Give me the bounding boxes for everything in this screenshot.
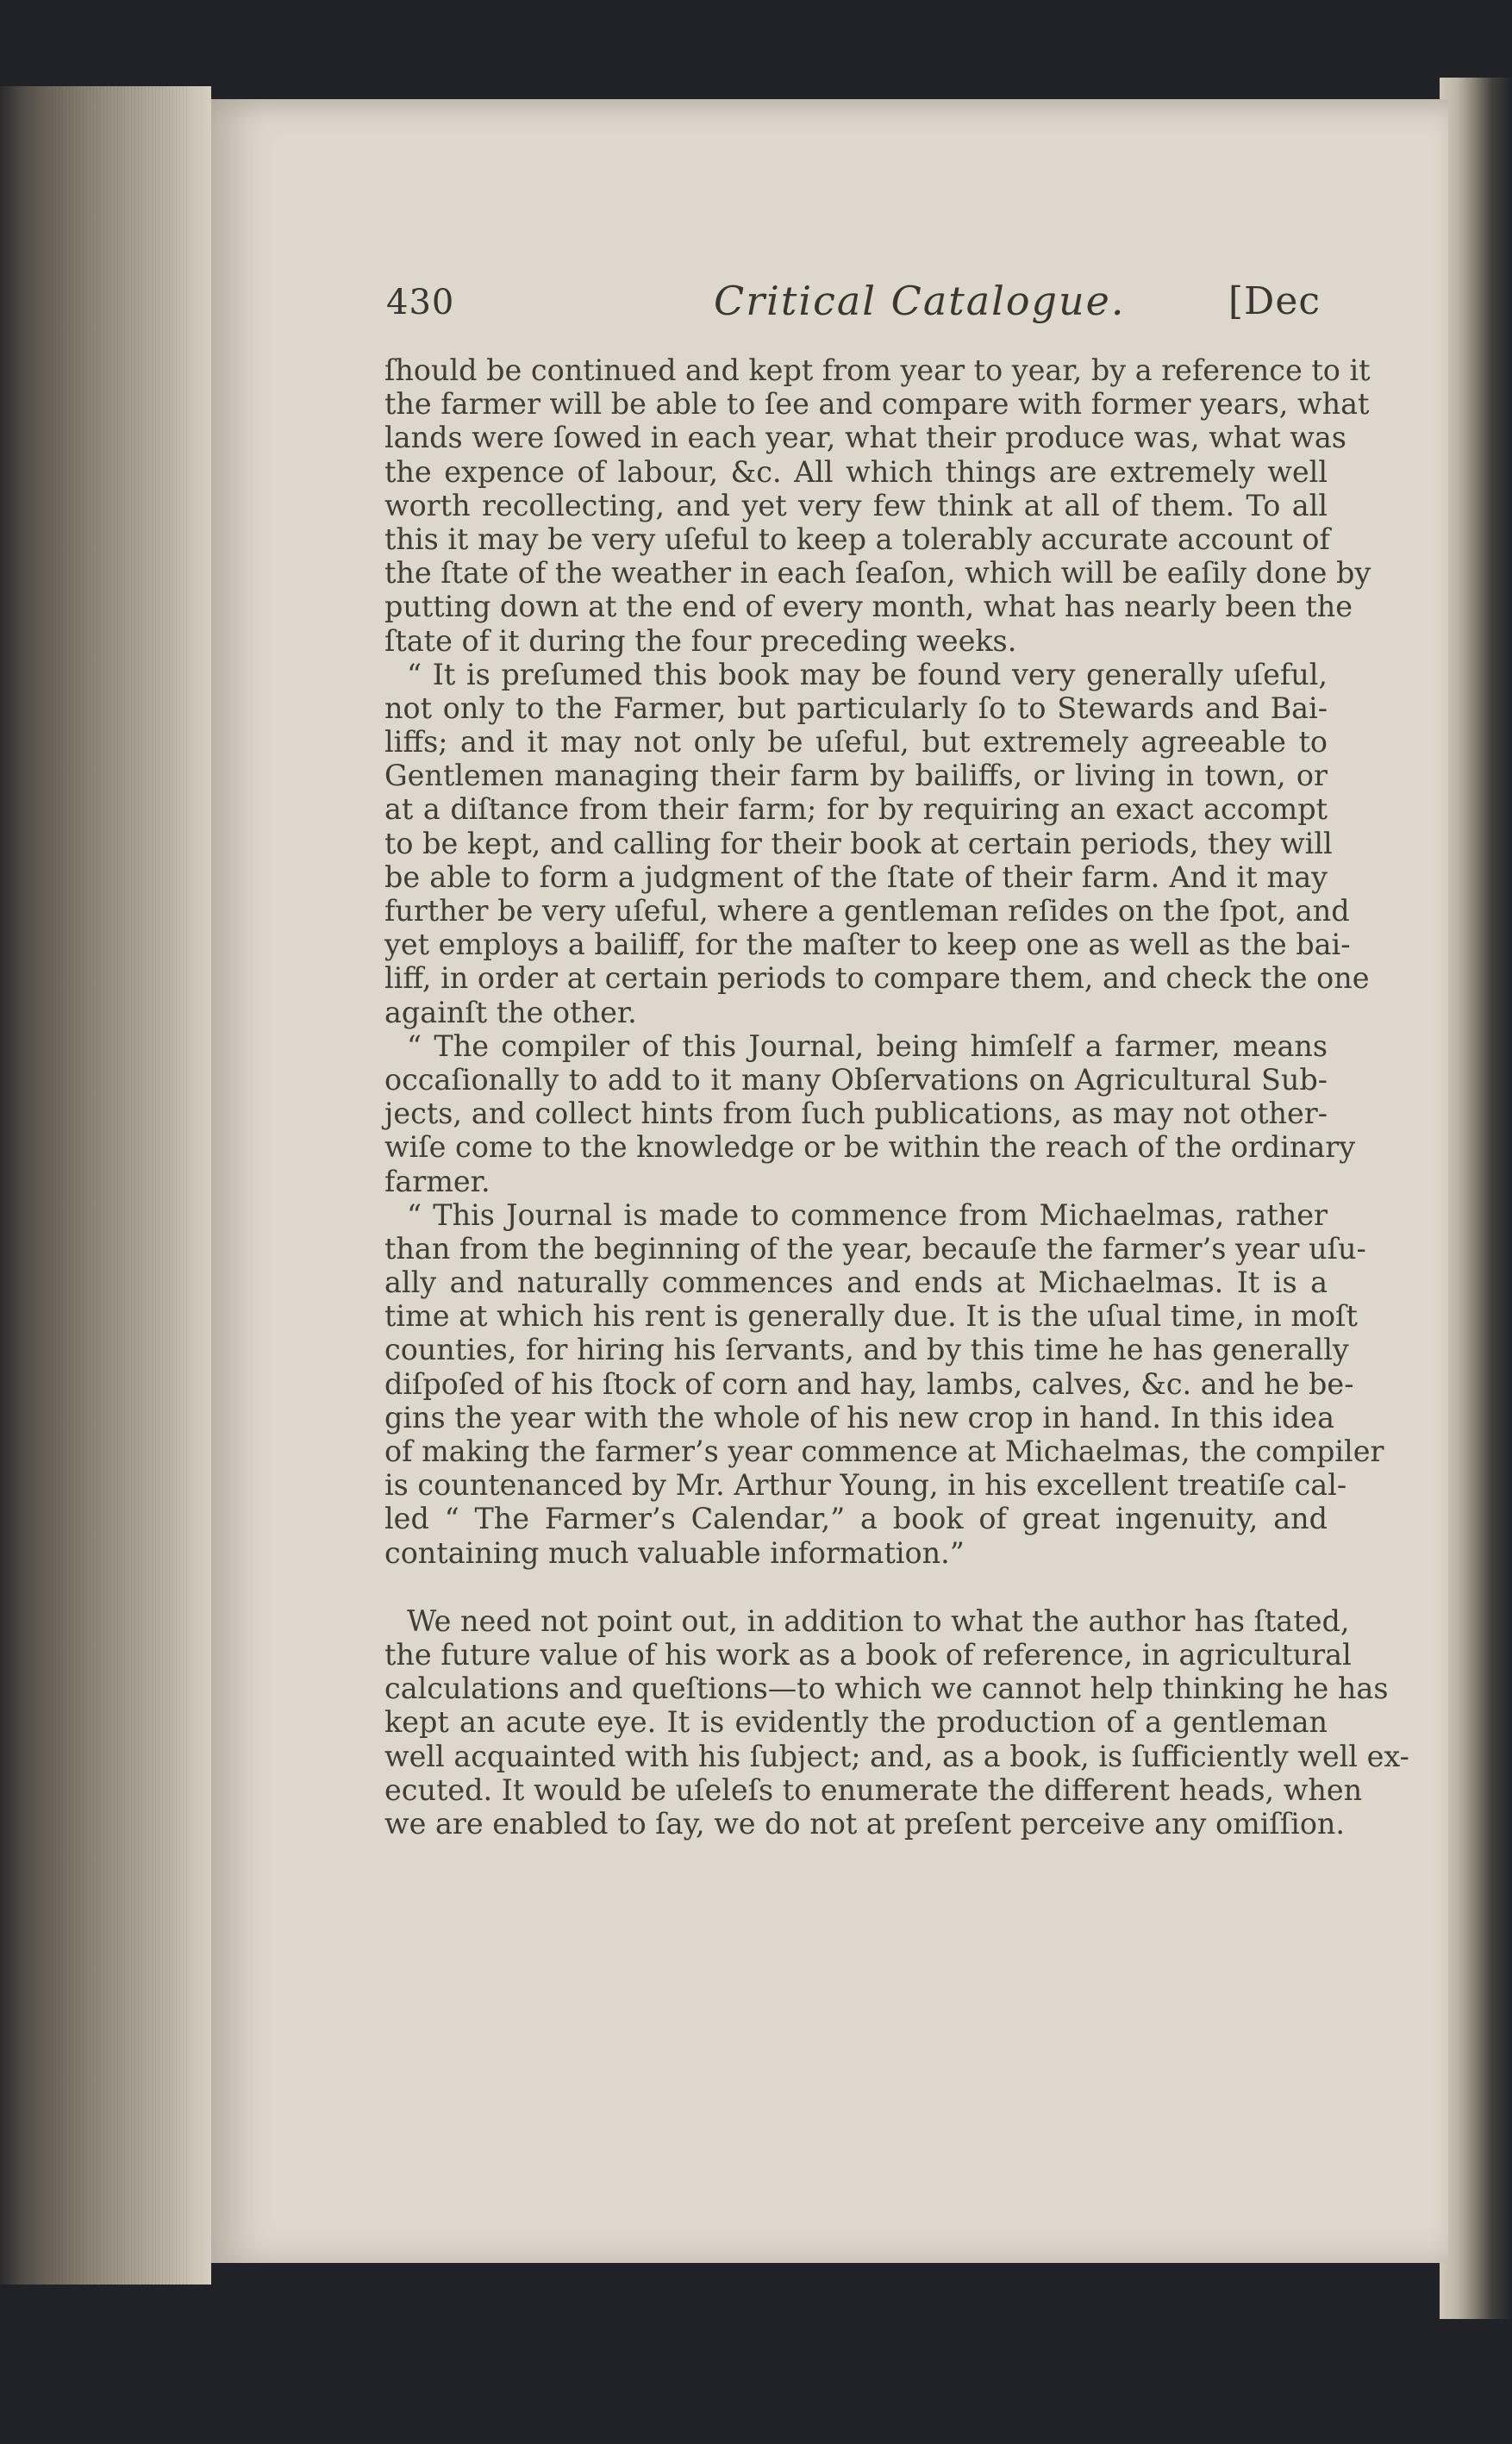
text-line: calculations and queſtions—to which we cannot help thinking he has [384, 1672, 1389, 1706]
text-line: kept an acute eye. It is evidently the production of a gentleman [384, 1705, 1328, 1740]
text-line: liff, in order at certain periods to compare them, and check the one [384, 961, 1370, 996]
text-line: the future value of his work as a book of reference, in agricultural [384, 1637, 1352, 1672]
text-line: jects, and collect hints from ſuch publications, as may not other- [384, 1097, 1328, 1131]
paragraph [384, 1197, 1384, 1570]
text-line: yet employs a bailiff, for the maſter to keep one as well as the bai- [384, 928, 1351, 962]
text-line: well acquainted with his ſubject; and, as a book, is ſufficiently well ex- [384, 1739, 1409, 1773]
text-line: ſtate of it during the four preceding weeks. [384, 623, 1017, 658]
text-line: led “ The Farmer’s Calendar,” a book of great ingenuity, and [384, 1502, 1328, 1536]
paragraph [384, 1603, 1409, 1841]
text-line: ecuted. It would be uſeleſs to enumerate the different heads, when [384, 1772, 1363, 1807]
page-number: 430 [386, 283, 455, 322]
text-line: wiſe come to the knowledge or be within the reach of the ordinary [384, 1130, 1356, 1165]
text-line: gins the year with the whole of his new crop in hand. In this idea [384, 1400, 1334, 1435]
text-line: putting down at the end of every month, what has nearly been the [384, 590, 1353, 624]
text-line: to be kept, and calling for their book at certain periods, they will [384, 826, 1333, 860]
section-mark: [Dec [1228, 279, 1321, 323]
text-line: the expence of labour, &c. All which things are extremely well [384, 454, 1328, 489]
text-line: at a diſtance from their farm; for by requiring an exact accompt [384, 792, 1328, 827]
paragraph [384, 1028, 1356, 1198]
paragraph [384, 657, 1370, 1029]
text-line: occaſionally to add to it many Obſervations on Agricultural Sub- [384, 1062, 1328, 1097]
text-line: time at which his rent is generally due. It is the uſual time, in moſt [384, 1299, 1358, 1334]
text-line: of making the farmer’s year commence at Michaelmas, the compiler [384, 1435, 1384, 1468]
text-line: counties, for hiring his ſervants, and by this time he has generally [384, 1333, 1349, 1367]
text-line: “ It is preſumed this book may be found very generally uſeful, [407, 657, 1328, 691]
book-page-edge-right [1440, 78, 1512, 2319]
running-title: Critical Catalogue. [714, 278, 1126, 324]
text-line: diſpoſed of his ſtock of corn and hay, lambs, calves, &c. and he be- [384, 1366, 1354, 1401]
text-line: “ The compiler of this Journal, being himſelf a farmer, means [407, 1028, 1328, 1063]
text-line: be able to form a judgment of the ſtate of their farm. And it may [384, 859, 1328, 894]
text-line: ſhould be continued and kept from year to year, by a reference to it [384, 353, 1371, 387]
text-line: lands were ſowed in each year, what their produce was, what was [384, 421, 1346, 455]
paragraph-gap [384, 1570, 1328, 1604]
text-line: “ This Journal is made to commence from Michaelmas, rather [407, 1197, 1328, 1232]
text-line: liffs; and it may not only be uſeful, but extremely agreeable to [384, 725, 1328, 759]
paragraph [384, 353, 1371, 658]
text-line: the ſtate of the weather in each ſeaſon, which will be eaſily done by [384, 556, 1371, 591]
text-line: further be very uſeful, where a gentleman reſides on the ſpot, and [384, 894, 1350, 928]
text-line: We need not point out, in addition to what the author has ſtated, [407, 1603, 1350, 1638]
text-line: not only to the Farmer, but particularly ſo to Stewards and Bai- [384, 691, 1328, 725]
body-text [384, 353, 1409, 1841]
text-line: we are enabled to ſay, we do not at preſent perceive any omiſſion. [384, 1806, 1346, 1841]
text-line: worth recollecting, and yet very few think at all of them. To all [384, 488, 1328, 522]
text-line: containing much valuable information.” [384, 1535, 965, 1570]
text-line: farmer. [384, 1164, 490, 1198]
page-header [386, 278, 1326, 338]
text-line: Gentlemen managing their farm by bailiffs, or living in town, or [384, 759, 1328, 793]
text-line: ally and naturally commences and ends at Michaelmas. It is a [384, 1266, 1328, 1300]
text-line: is countenanced by Mr. Arthur Young, in his excellent treatiſe cal- [384, 1468, 1347, 1503]
text-line: the farmer will be able to ſee and compare with former years, what [384, 387, 1370, 422]
text-line: than from the beginning of the year, becauſe the farmer’s year uſu- [384, 1231, 1366, 1266]
book-page-edges-left [0, 86, 211, 2285]
text-line: againſt the other. [384, 995, 637, 1029]
text-line: this it may be very uſeful to keep a tolerably accurate account of [384, 522, 1330, 556]
